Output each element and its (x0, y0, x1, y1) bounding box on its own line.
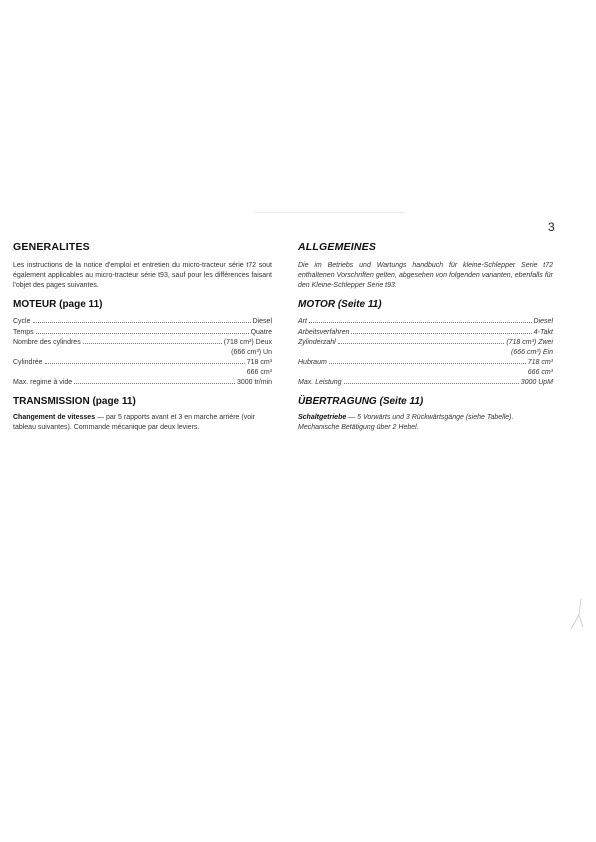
spec-value: (718 cm³) Zwei (506, 339, 553, 346)
spec-label: Temps (13, 328, 34, 336)
spec-row-cylindree (13, 357, 272, 368)
page-curl-mark (563, 597, 585, 633)
uebertragung-label: Schaltgetriebe (298, 413, 347, 421)
spec-label: Max. regime à vide (13, 379, 73, 386)
spec-row-regime (13, 377, 272, 388)
spec-value: 3000 tr/min (236, 379, 272, 386)
dot-leader (36, 327, 249, 334)
spec-value: Quatre (250, 328, 272, 336)
spec-value: (718 cm³) Deux (223, 339, 272, 346)
spec-row-arbeitsverfahren (298, 327, 553, 338)
transmission-text (13, 413, 272, 433)
transmission-heading: TRANSMISSION (page 11) (13, 395, 136, 407)
uebertragung-text (298, 413, 553, 433)
german-column (298, 241, 553, 439)
spec-value-continued: 666 cm³ (527, 368, 553, 376)
uebertragung-heading: ÜBERTRAGUNG (Seite 11) (298, 395, 424, 407)
allgemeines-intro: Die im Betriebs und Wartungs handbuch für kleine-Schlepper Serie t72 enthaltenen Vorschriften gelten, abgesehen von folgenden varianten, ebenfalls für den Kleine-Schlepper Serie t93. (298, 262, 553, 289)
dot-leader (351, 327, 531, 334)
generalites-intro: Les instructions de la notice d'emploi et entretien du micro-tracteur série t72 sout également applicables au micro-tracteur série t93, sauf pour les différences faisant l'objet des pages suivantes. (13, 262, 272, 289)
dot-leader (309, 316, 532, 323)
scan-line (255, 212, 405, 213)
spec-value: 3000 UpM (520, 379, 553, 386)
dot-leader (83, 337, 222, 344)
spec-label: Cycle (13, 318, 31, 325)
spec-value-continued: (666 cm³) Ein (510, 348, 553, 356)
spec-label: Nombre des cylindres (13, 339, 81, 346)
page-number: 3 (548, 220, 555, 234)
spec-value-continued: 666 cm³ (246, 368, 272, 376)
french-column (13, 241, 272, 439)
transmission-body: — par 5 rapports avant et 3 en marche arrière (voir tableau suivantes). Commande mécanique par deux leviers. (13, 413, 255, 431)
spec-value: 4-Takt (533, 328, 553, 336)
motor-spec-list (298, 316, 553, 388)
spec-row-cycle (13, 316, 272, 327)
moteur-heading: MOTEUR (page 11) (13, 299, 103, 310)
spec-row-cylindres (13, 337, 272, 348)
spec-label: Art (298, 318, 307, 325)
spec-label: Hubraum (298, 359, 327, 366)
motor-heading: MOTOR (Seite 11) (298, 299, 382, 310)
spec-label: Zylinderzahl (298, 339, 336, 346)
spec-row-leistung (298, 377, 553, 388)
transmission-label: Changement de vitesses (13, 413, 96, 421)
dot-leader (45, 357, 245, 364)
moteur-spec-list (13, 316, 272, 388)
spec-label: Max. Leistung (298, 379, 342, 386)
allgemeines-title: ALLGEMEINES (298, 241, 377, 253)
spec-value-continued: (666 cm³) Un (231, 348, 272, 356)
spec-value: 718 cm³ (527, 359, 553, 366)
spec-value: Diesel (252, 318, 272, 325)
spec-label: Cylindrée (13, 359, 43, 366)
dot-leader (338, 337, 505, 344)
spec-label: Arbeitsverfahren (298, 328, 350, 336)
generalites-title: GENERALITES (13, 241, 90, 253)
dot-leader (344, 377, 519, 384)
spec-row-temps (13, 327, 272, 338)
dot-leader (33, 316, 251, 323)
spec-value: 718 cm³ (246, 359, 272, 366)
spec-row-zylinderzahl (298, 337, 553, 348)
spec-value: Diesel (533, 318, 553, 325)
uebertragung-body: — 5 Vorwärts und 3 Rückwärtsgänge (siehe Tabelle). Mechanische Betätigung über 2 Hebel. (298, 413, 514, 431)
spec-row-hubraum (298, 357, 553, 368)
spec-row-art (298, 316, 553, 327)
dot-leader (329, 357, 526, 364)
dot-leader (74, 377, 235, 384)
